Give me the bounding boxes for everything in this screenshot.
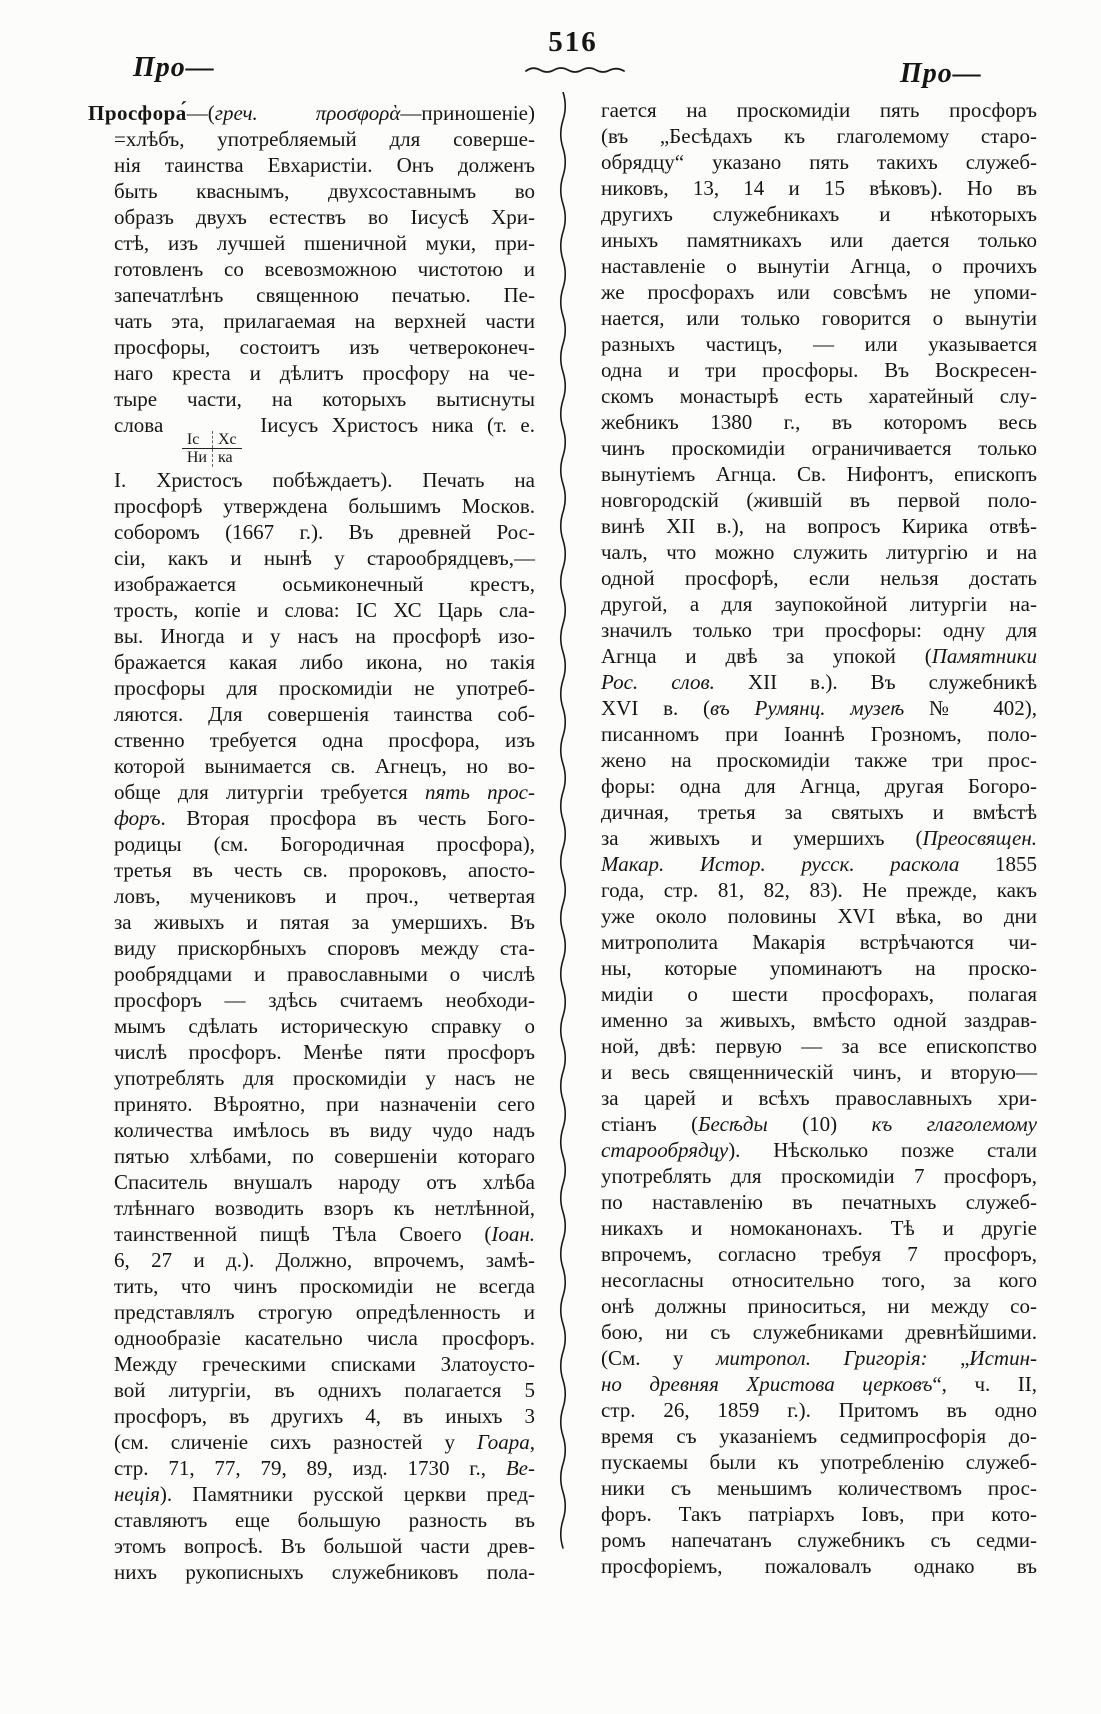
text-line: наставленіе о вынутіи Агнца, о прочихъ (601, 254, 1037, 278)
text-line: по наставленію въ печатныхъ служеб- (601, 1190, 1037, 1214)
text-line: просфоръ — здѣсь считаемъ необходи- (114, 987, 535, 1012)
text-line: онѣ должны приноситься, ни между со- (601, 1294, 1037, 1318)
text-line: за живыхъ и умершихъ (Преосвящен. (601, 826, 1037, 850)
text-line: форы: одна для Агнца, другая Богоро- (601, 774, 1037, 798)
text-line: ственно требуется одна просфора, изъ (114, 727, 535, 752)
text-line: нихъ рукописныхъ служебниковъ пола- (114, 1559, 535, 1584)
text-line: вы. Иногда и у насъ на просфорѣ изо- (114, 623, 535, 648)
text-line: (въ „Бесѣдахъ къ глаголемому старо- (601, 124, 1037, 148)
text-line: однообразіе касательно числа просфоръ. (114, 1325, 535, 1350)
text-line: употреблять для проскомидіи 7 просфоръ, (601, 1164, 1037, 1188)
text-line: одна и три просфоры. Въ Воскресен- (601, 358, 1037, 382)
text-line: стіанъ (Бесѣды (10) къ глаголемому (601, 1112, 1037, 1136)
text-line: Макар. Истор. русск. раскола 1855 (601, 852, 1037, 876)
text-line: жено на проскомидіи также три прос- (601, 748, 1037, 772)
text-line: Агнца и двѣ за упокой (Памятники (601, 644, 1037, 668)
text-line: ставляютъ еще большую разность въ (114, 1507, 535, 1532)
text-line: вой литургіи, въ однихъ полагается 5 (114, 1377, 535, 1402)
text-line: соборомъ (1667 г.). Въ древней Рос- (114, 519, 535, 544)
running-header-left: Про— (133, 52, 215, 83)
text-line: ной, двѣ: первую — за все епископство (601, 1034, 1037, 1058)
text-line: чинъ проскомидіи ограничивается только (601, 436, 1037, 460)
text-line: пускаемы были къ употребленію служеб- (601, 1450, 1037, 1474)
text-line: ники съ меньшимъ количествомъ прос- (601, 1476, 1037, 1500)
text-line: =хлѣбъ, употребляемый для соверше- (114, 127, 535, 151)
text-line: употреблять для проскомидіи у насъ не (114, 1065, 535, 1090)
text-line: ны, которые упоминаютъ на проско- (601, 956, 1037, 980)
text-line: тлѣннаго возводить взоръ къ нетлѣнной, (114, 1195, 535, 1220)
text-line: представлялъ строгую опредѣленность и (114, 1299, 535, 1324)
text-line: изображается осьмиконечный крестъ, (114, 571, 535, 596)
text-line: чалъ, что можно служить литургію и на (601, 540, 1037, 564)
page-number: 516 (548, 26, 598, 58)
text-line: рообрядцами и православными о числѣ (114, 961, 535, 986)
right-column (601, 97, 1037, 1579)
text-line: количества имѣлось въ виду чудо надъ (114, 1117, 535, 1142)
text-line: быть кваснымъ, двухсоставнымъ во (114, 179, 535, 203)
text-line: года, стр. 81, 82, 83). Не прежде, какъ (601, 878, 1037, 902)
text-line: виду прискорбныхъ споровъ между ста- (114, 935, 535, 960)
text-line: уже около половины XVI вѣка, во дни (601, 904, 1037, 928)
text-line: обрядцу“ указано пять такихъ служеб- (601, 150, 1037, 174)
text-line: бражается какая либо икона, но такія (114, 649, 535, 674)
text-line: другихъ служебникахъ и нѣкоторыхъ (601, 202, 1037, 226)
text-line: бою, ни съ служебниками древнѣйшими. (601, 1320, 1037, 1344)
text-line: Просфора́—(греч. προσφορὰ—приношеніе) (88, 101, 535, 125)
left-column (88, 100, 535, 1585)
prosphora-seal-diagram: Іс Хс Ни ка (182, 431, 242, 467)
text-line: но древняя Христова церковъ“, ч. II, (601, 1372, 1038, 1396)
text-line: одной просфорѣ, если нельзя достать (601, 566, 1037, 590)
text-line: писанномъ при Іоаннѣ Грозномъ, поло- (601, 722, 1037, 746)
text-line: просфоры, состоитъ изъ четвероконеч- (114, 335, 535, 359)
text-line: просфоръ, въ другихъ 4, въ иныхъ 3 (114, 1403, 535, 1428)
text-line: другой, а для заупокойной литургіи на- (601, 592, 1037, 616)
text-line: за живыхъ и пятая за умершихъ. Въ (114, 909, 535, 934)
text-line: Рос. слов. XII в.). Въ служебникѣ (601, 670, 1037, 694)
text-line: митрополита Макарія встрѣчаются чи- (601, 930, 1037, 954)
text-line: же просфорахъ или совсѣмъ не упоми- (601, 280, 1037, 304)
running-header-right: Про— (900, 58, 982, 89)
text-line: І. Христосъ побѣждаетъ). Печать на (114, 467, 535, 492)
text-line: наго креста и дѣлитъ просфору на че- (114, 361, 535, 385)
text-line: мымъ сдѣлать историческую справку о (114, 1013, 535, 1038)
text-line: скомъ монастырѣ есть харатейный слу- (601, 384, 1037, 408)
text-line: новгородскій (жившій въ первой поло- (601, 488, 1037, 512)
text-line: трость, копіе и слова: ІС ХС Царь сла- (114, 597, 535, 622)
column-divider-rule (555, 92, 571, 1570)
text-line: дичная, третья за святыхъ и вмѣстѣ (601, 800, 1037, 824)
text-line: 6, 27 и д.). Должно, впрочемъ, замѣ- (114, 1247, 535, 1272)
text-line: просфоріемъ, пожаловалъ однако въ (601, 1554, 1037, 1578)
text-line: форъ. Такъ патріархъ Іовъ, при кото- (601, 1502, 1037, 1526)
page-number-underline (524, 64, 628, 76)
text-line: ляются. Для совершенія таинства соб- (114, 701, 535, 726)
text-line: запечатлѣнъ священною печатью. Пе- (114, 283, 535, 307)
text-line: тыре части, на которыхъ вытиснуты (114, 387, 535, 411)
text-line: стр. 71, 77, 79, 89, изд. 1730 г., Ве- (114, 1455, 535, 1480)
text-line: этомъ вопросѣ. Въ большой части древ- (114, 1533, 535, 1558)
text-line: XVI в. (въ Румянц. музеѣ № 402), (601, 696, 1038, 720)
text-line: время съ указаніемъ седмипросфорія до- (601, 1424, 1037, 1448)
text-line: впрочемъ, согласно требуя 7 просфоръ, (601, 1242, 1037, 1266)
text-line: форъ. Вторая просфора въ честь Бого- (114, 805, 535, 830)
text-line: числѣ просфоръ. Менѣе пяти просфоръ (114, 1039, 535, 1064)
text-line: просфорѣ утверждена большимъ Москов. (114, 493, 535, 518)
text-line: значилъ только три просфоры: одну для (601, 618, 1037, 642)
text-line: нія таинства Евхаристіи. Онъ долженъ (114, 153, 535, 177)
text-line: (См. у митропол. Григорія: „Истин- (601, 1346, 1037, 1370)
text-line: гается на проскомидіи пять просфоръ (601, 98, 1037, 122)
text-line: пятью хлѣбами, по совершеніи котораго (114, 1143, 535, 1168)
text-line: Спаситель внушалъ народу отъ хлѣба (114, 1169, 535, 1194)
text-line: ромъ напечатанъ служебникъ съ седми- (601, 1528, 1037, 1552)
text-line: слова Іс Хс Ни ка Іисусъ Христосъ ника (т. е. (114, 413, 535, 467)
text-line: таинственной пищѣ Тѣла Своего (Іоан. (114, 1221, 535, 1246)
text-line: жебникъ 1380 г., въ которомъ весь (601, 410, 1037, 434)
text-line: иныхъ памятникахъ или дается только (601, 228, 1037, 252)
text-line: обще для литургіи требуется пять прос- (114, 779, 535, 804)
text-line: родицы (см. Богородичная просфора), (114, 831, 535, 856)
text-line: старообрядцу). Нѣсколько позже стали (601, 1138, 1037, 1162)
text-line: которой вынимается св. Агнецъ, но во- (114, 753, 535, 778)
text-line: винѣ XII в.), на вопросъ Кирика отвѣ- (601, 514, 1037, 538)
text-line: мидіи о шести просфорахъ, полагая (601, 982, 1037, 1006)
text-line: несогласны относительно того, за кого (601, 1268, 1037, 1292)
text-line: стѣ, изъ лучшей пшеничной муки, при- (114, 231, 535, 255)
text-line: тить, что чинъ проскомидіи не всегда (114, 1273, 535, 1298)
text-line: нается, или только говорится о вынутіи (601, 306, 1037, 330)
text-line: вынутіемъ Агнца. Св. Нифонтъ, епископъ (601, 462, 1037, 486)
text-line: стр. 26, 1859 г.). Притомъ въ одно (601, 1398, 1037, 1422)
text-line: никовъ, 13, 14 и 15 вѣковъ). Но въ (601, 176, 1037, 200)
text-line: и весь священническій чинъ, и вторую— (601, 1060, 1037, 1084)
text-line: за царей и всѣхъ православныхъ хри- (601, 1086, 1037, 1110)
text-line: готовленъ со всевозможною чистотою и (114, 257, 535, 281)
text-line: просфоры для проскомидіи не употреб- (114, 675, 535, 700)
text-line: Между греческими списками Златоусто- (114, 1351, 535, 1376)
text-line: разныхъ частицъ, — или указывается (601, 332, 1037, 356)
text-line: принято. Вѣроятно, при назначеніи сего (114, 1091, 535, 1116)
text-line: чать эта, прилагаемая на верхней части (114, 309, 535, 333)
text-line: (см. сличеніе сихъ разностей у Гоара, (114, 1429, 535, 1454)
text-line: сіи, какъ и нынѣ у старообрядцевъ,— (114, 545, 535, 570)
text-line: никахъ и номоканонахъ. Тѣ и другіе (601, 1216, 1037, 1240)
text-line: неція). Памятники русской церкви пред- (114, 1481, 535, 1506)
text-line: ловъ, мучениковъ и проч., четвертая (114, 883, 535, 908)
text-line: именно за живыхъ, вмѣсто одной заздрав- (601, 1008, 1037, 1032)
text-line: третья въ честь св. пророковъ, апосто- (114, 857, 535, 882)
text-line: образъ двухъ естествъ во Іисусѣ Хри- (114, 205, 535, 229)
